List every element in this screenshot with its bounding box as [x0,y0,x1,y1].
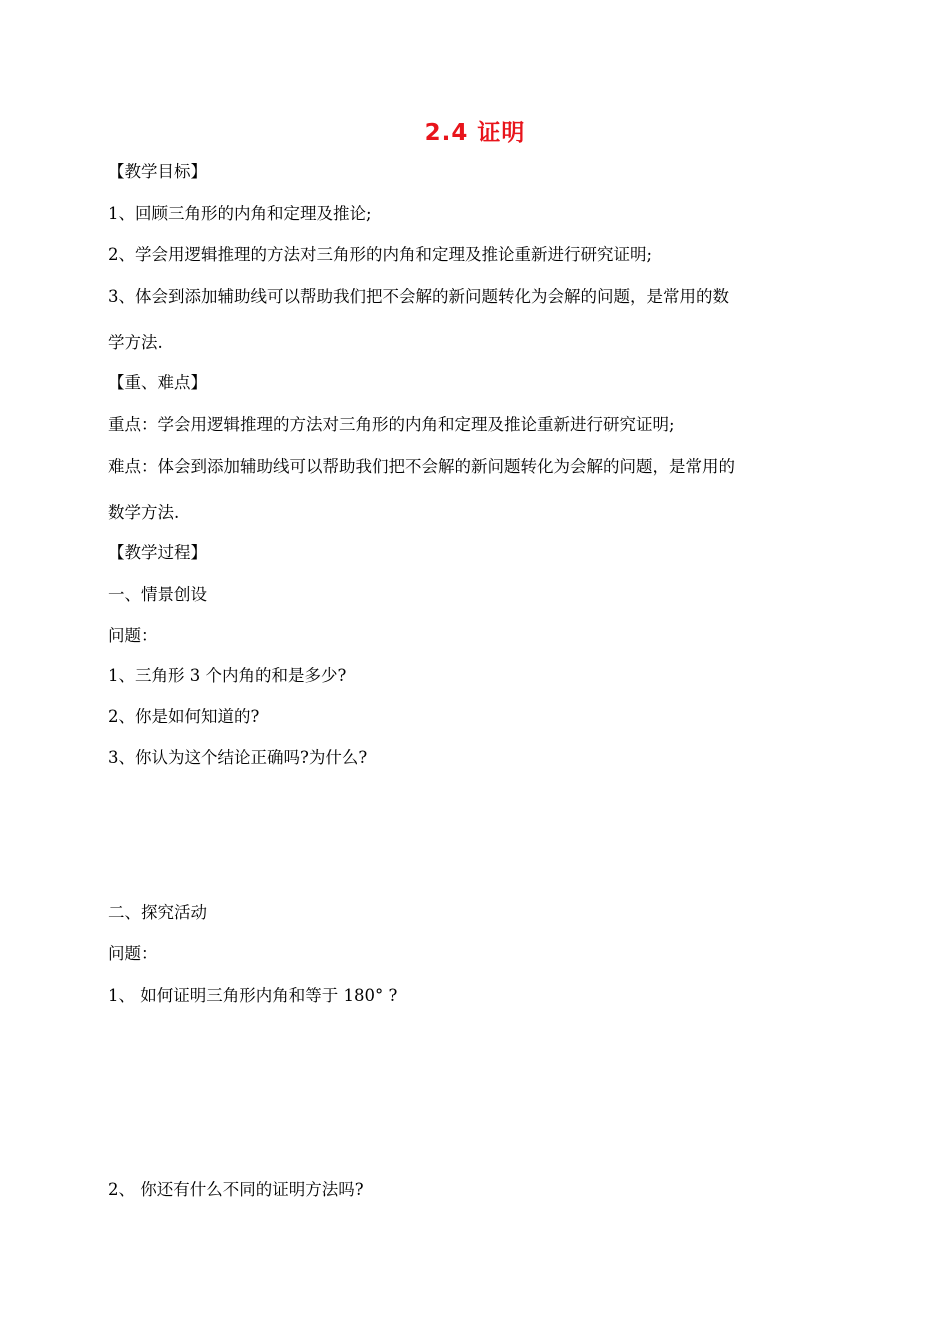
question-item: 2、你是如何知道的? [108,707,260,726]
keypoints-heading: 【重、难点】 [108,373,207,392]
question-item: 3、你认为这个结论正确吗?为什么? [108,748,368,767]
objective-item: 3、体会到添加辅助线可以帮助我们把不会解的新问题转化为会解的问题，是常用的数 [108,287,729,306]
question-item: 1、 如何证明三角形内角和等于 180° ? [108,986,398,1005]
keypoint-item: 难点：体会到添加辅助线可以帮助我们把不会解的新问题转化为会解的问题，是常用的 [108,457,735,476]
process-heading: 【教学过程】 [108,543,207,562]
keypoint-item-continuation: 数学方法. [108,503,180,522]
question-item: 2、 你还有什么不同的证明方法吗? [108,1180,364,1199]
question-item: 1、三角形 3 个内角的和是多少? [108,666,347,685]
objective-item: 2、学会用逻辑推理的方法对三角形的内角和定理及推论重新进行研究证明; [108,245,653,264]
section-heading: 一、情景创设 [108,585,207,604]
question-label: 问题： [108,944,158,963]
objective-item: 1、回顾三角形的内角和定理及推论; [108,204,372,223]
objectives-heading: 【教学目标】 [108,162,207,181]
objective-item-continuation: 学方法. [108,333,163,352]
keypoint-item: 重点：学会用逻辑推理的方法对三角形的内角和定理及推论重新进行研究证明; [108,415,675,434]
section-heading: 二、探究活动 [108,903,207,922]
page-title: 2.4 证明 [424,120,526,146]
question-label: 问题： [108,626,158,645]
